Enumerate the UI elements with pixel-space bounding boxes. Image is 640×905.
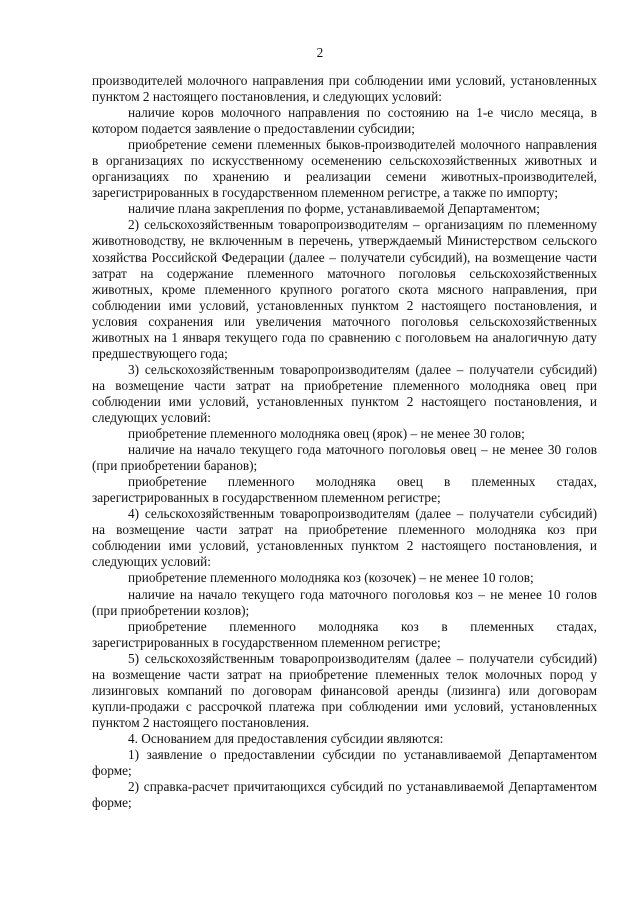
paragraph: 4. Основанием для предоставления субсидии являются:: [128, 730, 444, 746]
paragraph: приобретение племенного молодняка овец в племенных стадах, зарегистрированных в государственном племенном регистре;: [92, 474, 597, 506]
paragraph: 4) сельскохозяйственным товаропроизводителям (далее – получатели субсидий) на возмещение части затрат на приобретение племенного молодняка коз при соблюдении ими условий, установленных пунктом 2 настоящего постановления, и следующих условий:: [92, 506, 597, 570]
paragraph: приобретение племенного молодняка коз (козочек) – не менее 10 голов;: [128, 570, 534, 586]
paragraph: наличие плана закрепления по форме, устанавливаемой Департаментом;: [128, 201, 540, 217]
paragraph: приобретение племенного молодняка овец (ярок) – не менее 30 голов;: [128, 426, 525, 442]
paragraph: приобретение племенного молодняка коз в племенных стадах, зарегистрированных в государственном племенном регистре;: [92, 618, 597, 650]
paragraph: 1) заявление о предоставлении субсидии по устанавливаемой Департаментом форме;: [92, 746, 597, 779]
page-number: 2: [316, 45, 324, 60]
body-text: [92, 73, 597, 811]
paragraph: 2) справка-расчет причитающихся субсидий по устанавливаемой Департаментом форме;: [92, 779, 597, 811]
paragraph: 5) сельскохозяйственным товаропроизводителям (далее – получатели субсидий) на возмещение части затрат на приобретение племенных телок молочных пород у лизинговых компаний по договорам финансовой аренды (лизинга) или договорам купли-продажи с рассрочкой платежа при соблюдении ими условий, установленных пунктом 2 настоящего постановления.: [92, 650, 597, 730]
paragraph: приобретение семени племенных быков-производителей молочного направления в организациях по искусственному осеменению сельскохозяйственных животных и организациях по хранению и реализации семени животных-производителей, зарегистрированных в государственном племенном регистре, а также по импорту;: [92, 137, 597, 201]
paragraph: 2) сельскохозяйственным товаропроизводителям – организациям по племенному животноводству, не включенным в перечень, утверждаемый Министерством сельского хозяйства Российской Федерации (далее – получатели субсидий), на возмещение части затрат на содержание племенного маточного поголовья сельскохозяйственных животных, кроме племенного крупного рогатого скота мясного направления, при соблюдении ими условий, установленных пунктом 2 настоящего постановления, и условия сохранения или увеличения маточного поголовья сельскохозяйственных животных на 1 января текущего года по сравнению с поголовьем на аналогичную дату предшествующего года;: [92, 217, 597, 361]
paragraph: наличие на начало текущего года маточного поголовья овец – не менее 30 голов (при приобретении баранов);: [92, 442, 597, 474]
paragraph: 3) сельскохозяйственным товаропроизводителям (далее – получатели субсидий) на возмещение части затрат на приобретение племенного молодняка овец при соблюдении ими условий, установленных пунктом 2 настоящего постановления, и следующих условий:: [92, 361, 597, 425]
paragraph: наличие коров молочного направления по состоянию на 1-е число месяца, в котором подается заявление о предоставлении субсидии;: [92, 105, 597, 137]
paragraph: наличие на начало текущего года маточного поголовья коз – не менее 10 голов (при приобретении козлов);: [92, 586, 597, 618]
paragraph-continuation: производителей молочного направления при соблюдении ими условий, установленных пунктом 2 настоящего постановления, и следующих условий:: [92, 73, 597, 105]
